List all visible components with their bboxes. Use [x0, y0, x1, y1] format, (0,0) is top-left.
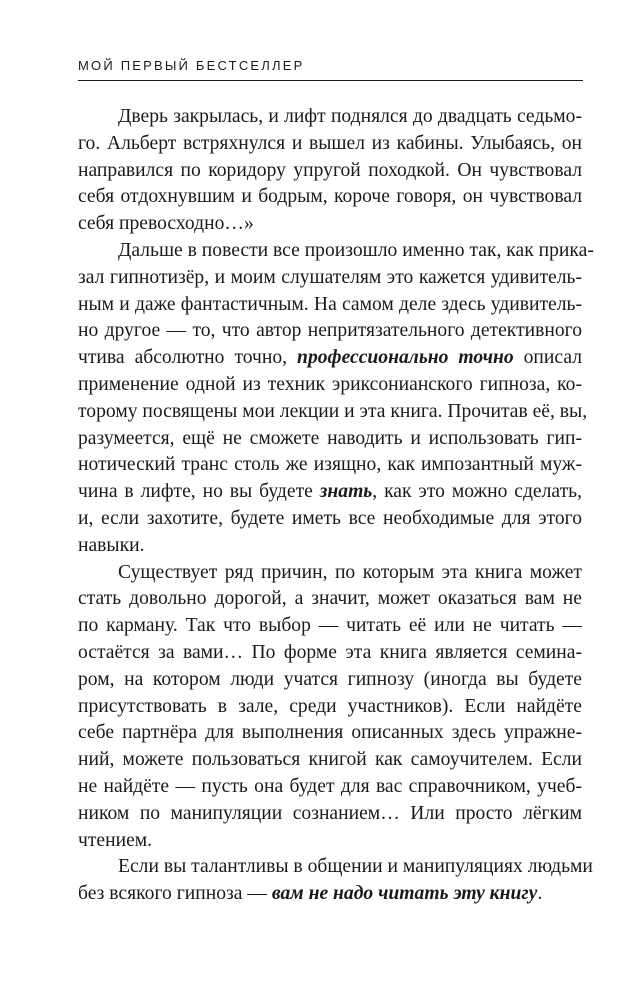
- text-line: но другое — то, что автор непритязательного детективного: [78, 320, 582, 342]
- text-line: Существует ряд причин, по которым эта книга может: [118, 561, 582, 583]
- emphasis: профессионально точно: [297, 347, 514, 369]
- text-line: без всякого гипноза — вам не надо читать эту книгу.: [78, 883, 543, 905]
- text-line: ром, на котором люди учатся гипнозу (иногда вы будете: [78, 668, 582, 690]
- body-text: [78, 104, 594, 908]
- text-line: себе партнёра для выполнения описанных здесь упражне-: [78, 722, 582, 744]
- header-rule: [78, 80, 583, 81]
- paragraph-4: [78, 854, 593, 908]
- emphasis: знать: [319, 481, 373, 503]
- text-line: го. Альберт встряхнулся и вышел из кабины. Улыбаясь, он: [78, 132, 582, 154]
- text-line: себя превосходно…»: [78, 213, 254, 235]
- text-line: нотический транс столь же изящно, как импозантный муж-: [78, 454, 582, 476]
- text-line: по карману. Так что выбор — читать её или не читать —: [78, 615, 582, 637]
- text-line: остаётся за вами… По форме эта книга является семина-: [78, 641, 582, 663]
- text-line: не найдёте — пусть она будет для вас справочником, учеб-: [78, 775, 582, 797]
- paragraph-1: [78, 104, 582, 238]
- text-line: Если вы талантливы в общении и манипуляциях людьми: [118, 856, 593, 878]
- text-line: ным и даже фантастичным. На самом деле здесь удивитель-: [78, 293, 582, 315]
- running-header: МОЙ ПЕРВЫЙ БЕСТСЕЛЛЕР: [78, 58, 305, 73]
- paragraph-3: [78, 560, 582, 855]
- text-line: торому посвящены мои лекции и эта книга. Прочитав её, вы,: [78, 400, 588, 422]
- text-line: ний, можете пользоваться книгой как самоучителем. Если: [78, 749, 582, 771]
- text-line: Дверь закрылась, и лифт поднялся до двадцать седьмо-: [118, 106, 582, 127]
- paragraph-2: [78, 238, 594, 560]
- text-line: присутствовать в зале, среди участников). Если найдёте: [78, 695, 582, 717]
- text-line: Дальше в повести все произошло именно так, как прика-: [118, 239, 594, 261]
- text-line: направился по коридору упругой походкой. Он чувствовал: [78, 159, 582, 181]
- text-line: стать довольно дорогой, а значит, может оказаться вам не: [78, 588, 582, 610]
- text-line: себя отдохнувшим и бодрым, короче говоря, он чувствовал: [78, 186, 582, 208]
- text-line: зал гипнотизёр, и моим слушателям это кажется удивитель-: [78, 266, 582, 288]
- emphasis: вам не надо читать эту книгу: [271, 883, 538, 905]
- text-line: разумеется, ещё не сможете наводить и использовать гип-: [78, 427, 582, 449]
- text-line: применение одной из техник эриксонианского гипноза, ко-: [78, 373, 582, 395]
- text-line: и, если захотите, будете иметь все необходимые для этого: [78, 507, 582, 529]
- text-line: чина в лифте, но вы будете знать, как это можно сделать,: [78, 481, 582, 503]
- text-line: навыки.: [78, 534, 145, 556]
- text-line: ником по манипуляции сознанием… Или просто лёгким: [78, 802, 582, 824]
- text-line: чтением.: [78, 829, 153, 851]
- text-line: чтива абсолютно точно, профессионально точно описал: [78, 347, 582, 369]
